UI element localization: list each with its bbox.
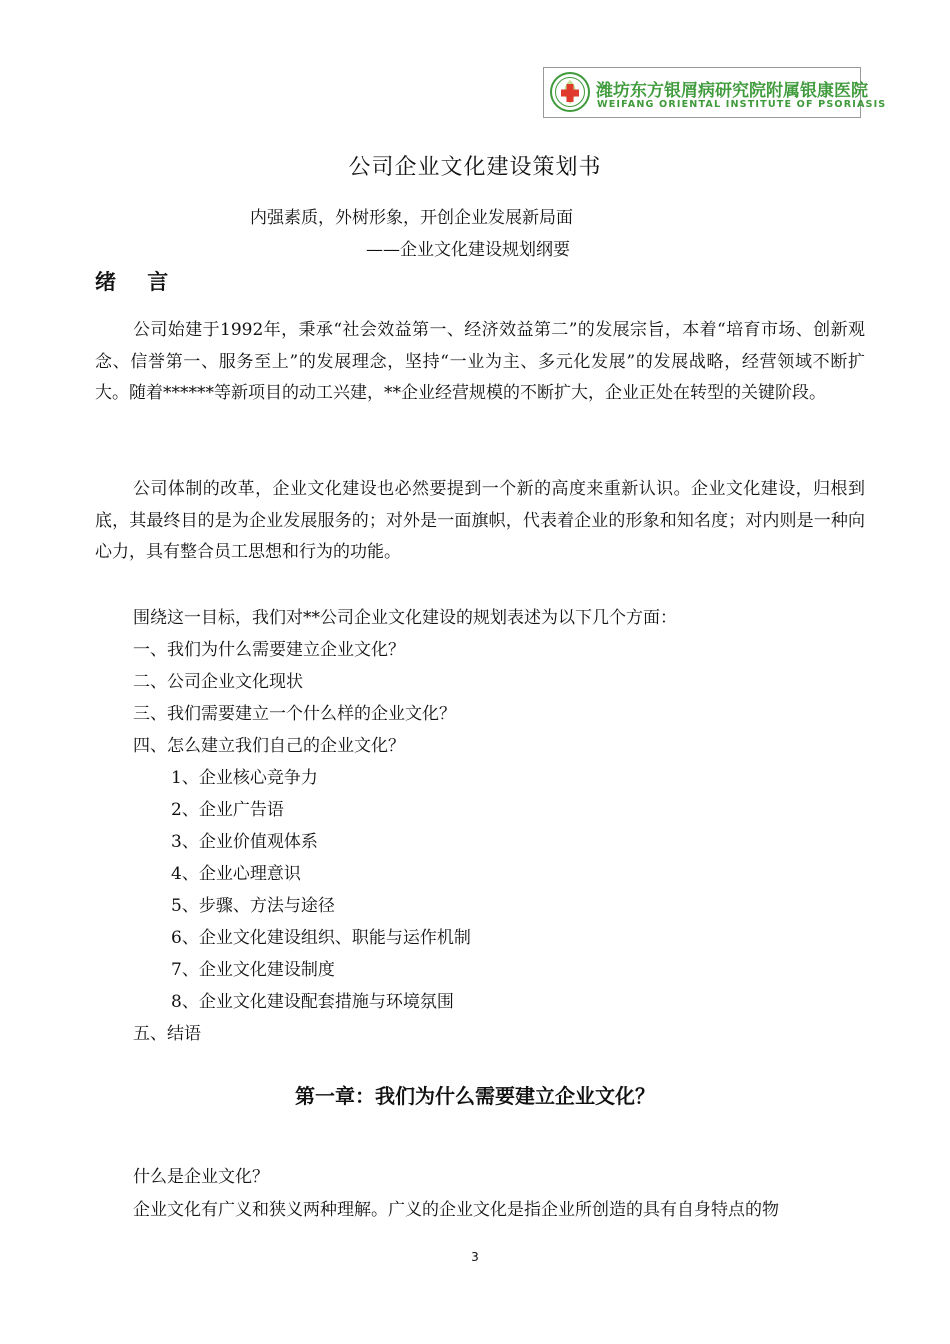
document-title: 公司企业文化建设策划书 [348, 155, 602, 180]
sub-outline-item-3: 3、企业价值观体系 [171, 832, 318, 852]
hospital-cross-emblem-icon [550, 72, 590, 112]
sub-outline-item-6: 6、企业文化建设组织、职能与运作机制 [171, 928, 471, 948]
logo-english-name: WEIFANG ORIENTAL INSTITUTE OF PSORIASIS [597, 99, 887, 110]
intro-paragraph-1: 公司始建于1992年，秉承“社会效益第一、经济效益第二”的发展宗旨，本着“培育市场、创新观念、信誉第一、服务至上”的发展理念，坚持“一业为主、多元化发展”的发展战略，经营领域不断扩大。随着******等新项目的动工兴建，**企业经营规模的不断扩大，企业正处在转型的关键阶段。 [95, 320, 865, 403]
chapter-question: 什么是企业文化？ [133, 1167, 269, 1187]
chapter-1-title: 第一章：我们为什么需要建立企业文化？ [295, 1084, 655, 1108]
sub-outline-item-4: 4、企业心理意识 [171, 864, 301, 884]
outline-item-3: 三、我们需要建立一个什么样的企业文化？ [133, 704, 456, 724]
outline-item-2: 二、公司企业文化现状 [133, 672, 303, 692]
sub-outline-item-1: 1、企业核心竞争力 [171, 768, 318, 788]
sub-outline-item-5: 5、步骤、方法与途径 [171, 896, 335, 916]
intro-heading: 绪 言 [95, 270, 181, 294]
sub-outline-item-7: 7、企业文化建设制度 [171, 960, 335, 980]
document-subtitle-2: ——企业文化建设规划纲要 [366, 240, 570, 260]
outline-item-1: 一、我们为什么需要建立企业文化？ [133, 640, 405, 660]
sub-outline-item-8: 8、企业文化建设配套措施与环境氛围 [171, 992, 454, 1012]
intro-paragraph-2: 公司体制的改革，企业文化建设也必然要提到一个新的高度来重新认识。企业文化建设，归根到底，其最终目的是为企业发展服务的；对外是一面旗帜，代表着企业的形象和知名度；对内则是一种向心力，具有整合员工思想和行为的功能。 [95, 479, 865, 562]
hospital-logo [543, 67, 887, 118]
logo-chinese-name: 潍坊东方银屑病研究院附属银康医院 [596, 81, 868, 101]
document-subtitle: 内强素质，外树形象，开创企业发展新局面 [250, 208, 573, 228]
outline-item-5: 五、结语 [133, 1024, 201, 1044]
page-number: 3 [471, 1250, 479, 1264]
chapter-paragraph-line: 企业文化有广义和狭义两种理解。广义的企业文化是指企业所创造的具有自身特点的物 [133, 1200, 779, 1220]
outline-item-4: 四、怎么建立我们自己的企业文化？ [133, 736, 405, 756]
outline-intro: 围绕这一目标，我们对**公司企业文化建设的规划表述为以下几个方面： [133, 608, 677, 628]
sub-outline-item-2: 2、企业广告语 [171, 800, 284, 820]
